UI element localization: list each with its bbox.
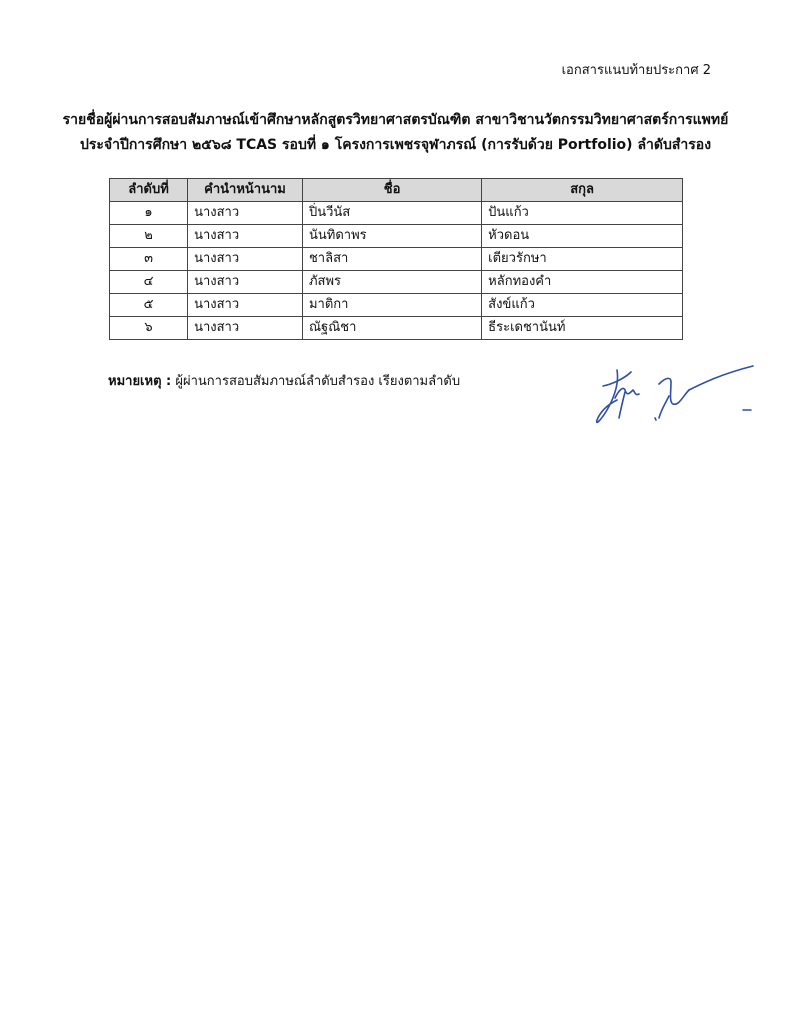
remark-text: ผู้ผ่านการสอบสัมภาษณ์ลำดับสำรอง เรียงตามลำดับ	[175, 374, 461, 389]
cell-last-name: ปันแก้ว	[482, 202, 683, 225]
table-row	[110, 248, 683, 271]
cell-first-name: ณัฐณิชา	[302, 317, 481, 340]
cell-order: ๓	[110, 248, 188, 271]
table-header-row	[110, 179, 683, 202]
table-row	[110, 294, 683, 317]
table-row	[110, 317, 683, 340]
cell-prefix: นางสาว	[188, 294, 303, 317]
cell-first-name: ภัสพร	[302, 271, 481, 294]
remark-label: หมายเหตุ :	[108, 374, 172, 389]
handwritten-signature	[585, 360, 760, 435]
cell-order: ๔	[110, 271, 188, 294]
header-first-name: ชื่อ	[302, 179, 481, 202]
attachment-reference: เอกสารแนบท้ายประกาศ 2	[561, 63, 711, 78]
cell-last-name: สังข์แก้ว	[482, 294, 683, 317]
table-row	[110, 202, 683, 225]
cell-first-name: นันทิดาพร	[302, 225, 481, 248]
cell-prefix: นางสาว	[188, 202, 303, 225]
table-row	[110, 271, 683, 294]
cell-order: ๒	[110, 225, 188, 248]
title-line-1: รายชื่อผู้ผ่านการสอบสัมภาษณ์เข้าศึกษาหลักสูตรวิทยาศาสตรบัณฑิต สาขาวิชานวัตกรรมวิทยาศาสตร์การแพทย์	[62, 112, 729, 128]
cell-order: ๕	[110, 294, 188, 317]
cell-prefix: นางสาว	[188, 248, 303, 271]
remark-note	[108, 372, 460, 392]
table-row	[110, 225, 683, 248]
cell-first-name: ปิ่นวีนัส	[302, 202, 481, 225]
document-title	[60, 108, 731, 158]
signature-strokes	[597, 366, 753, 422]
cell-first-name: ชาลิสา	[302, 248, 481, 271]
cell-order: ๖	[110, 317, 188, 340]
cell-prefix: นางสาว	[188, 317, 303, 340]
cell-last-name: ธีระเดชานันท์	[482, 317, 683, 340]
header-last-name: สกุล	[482, 179, 683, 202]
title-line-2: ประจำปีการศึกษา ๒๕๖๘ TCAS รอบที่ ๑ โครงการเพชรจุฬาภรณ์ (การรับด้วย Portfolio) ลำดับสำรอง	[79, 137, 712, 153]
cell-first-name: มาติกา	[302, 294, 481, 317]
cell-last-name: หลักทองคำ	[482, 271, 683, 294]
cell-order: ๑	[110, 202, 188, 225]
cell-last-name: เตียวรักษา	[482, 248, 683, 271]
cell-last-name: หัวดอน	[482, 225, 683, 248]
cell-prefix: นางสาว	[188, 225, 303, 248]
cell-prefix: นางสาว	[188, 271, 303, 294]
header-prefix: คำนำหน้านาม	[188, 179, 303, 202]
header-order: ลำดับที่	[110, 179, 188, 202]
candidate-table	[109, 178, 683, 340]
